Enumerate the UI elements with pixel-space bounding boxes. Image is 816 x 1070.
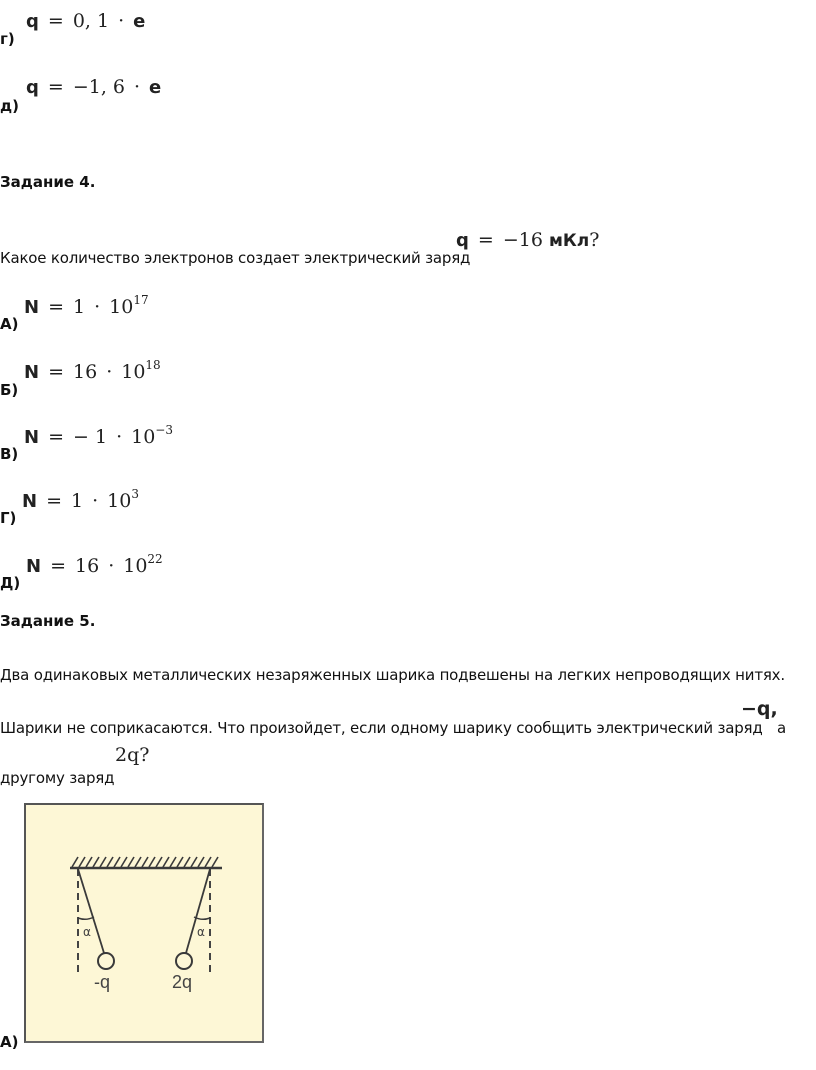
left-thread bbox=[78, 869, 104, 953]
right-ball bbox=[176, 953, 192, 969]
task4-option-label-a: А) bbox=[0, 315, 19, 333]
right-angle-label: α bbox=[197, 925, 205, 939]
left-angle-label: α bbox=[83, 925, 91, 939]
right-charge-label: 2q bbox=[172, 972, 193, 992]
option-label-d: д) bbox=[0, 97, 19, 115]
option-g-formula: q = 0, 1 · e bbox=[26, 10, 146, 32]
task4-heading: Задание 4. bbox=[0, 173, 96, 191]
two-charged-balls-illustration bbox=[26, 805, 266, 1045]
task5-line1: Два одинаковых металлических незаряженных шарика подвешены на легких непроводящих нитях. bbox=[0, 666, 785, 684]
task4-option-a-formula: $N = 1 \cdot 10^{17}$ bbox=[24, 293, 149, 318]
left-charge-label: -q bbox=[94, 972, 111, 992]
ceiling-hatching bbox=[72, 857, 218, 867]
task4-option-label-b: Б) bbox=[0, 381, 19, 399]
task5-option-label-a: А) bbox=[0, 1033, 19, 1051]
task4-option-v-formula: N = − $1 \cdot 10^{-3}$ bbox=[24, 423, 173, 448]
right-thread bbox=[186, 869, 210, 953]
task5-line2-formula: −q, bbox=[741, 698, 778, 720]
left-angle-arc bbox=[78, 917, 94, 919]
task4-option-b-formula: $N = 16 \cdot 10^{18}$ bbox=[24, 358, 161, 383]
task4-option-label-v: В) bbox=[0, 445, 19, 463]
left-ball bbox=[98, 953, 114, 969]
task5-line3-formula: 2q? bbox=[115, 744, 150, 766]
task4-question: Какое количество электронов создает электрический заряд bbox=[0, 249, 471, 267]
task4-option-label-g: Г) bbox=[0, 509, 17, 527]
task4-option-d-formula: $N = 16 \cdot 10^{22}$ bbox=[26, 552, 163, 577]
task4-option-label-d: Д) bbox=[0, 574, 21, 592]
task5-line2: Шарики не соприкасаются. Что произойдет, если одному шарику сообщить электрический заряд bbox=[0, 719, 763, 737]
option-label-g: г) bbox=[0, 30, 15, 48]
pendulum-diagram bbox=[24, 803, 264, 1043]
option-d-formula: q = −1, 6 · e bbox=[26, 76, 162, 98]
task5-line3: другому заряд bbox=[0, 769, 115, 787]
task5-line2-tail: а bbox=[777, 719, 786, 737]
task4-option-g-formula: $N = 1 \cdot 10^3$ bbox=[22, 487, 139, 512]
task4-question-formula: q = −16 мКл? bbox=[456, 229, 600, 251]
task5-heading: Задание 5. bbox=[0, 612, 96, 630]
